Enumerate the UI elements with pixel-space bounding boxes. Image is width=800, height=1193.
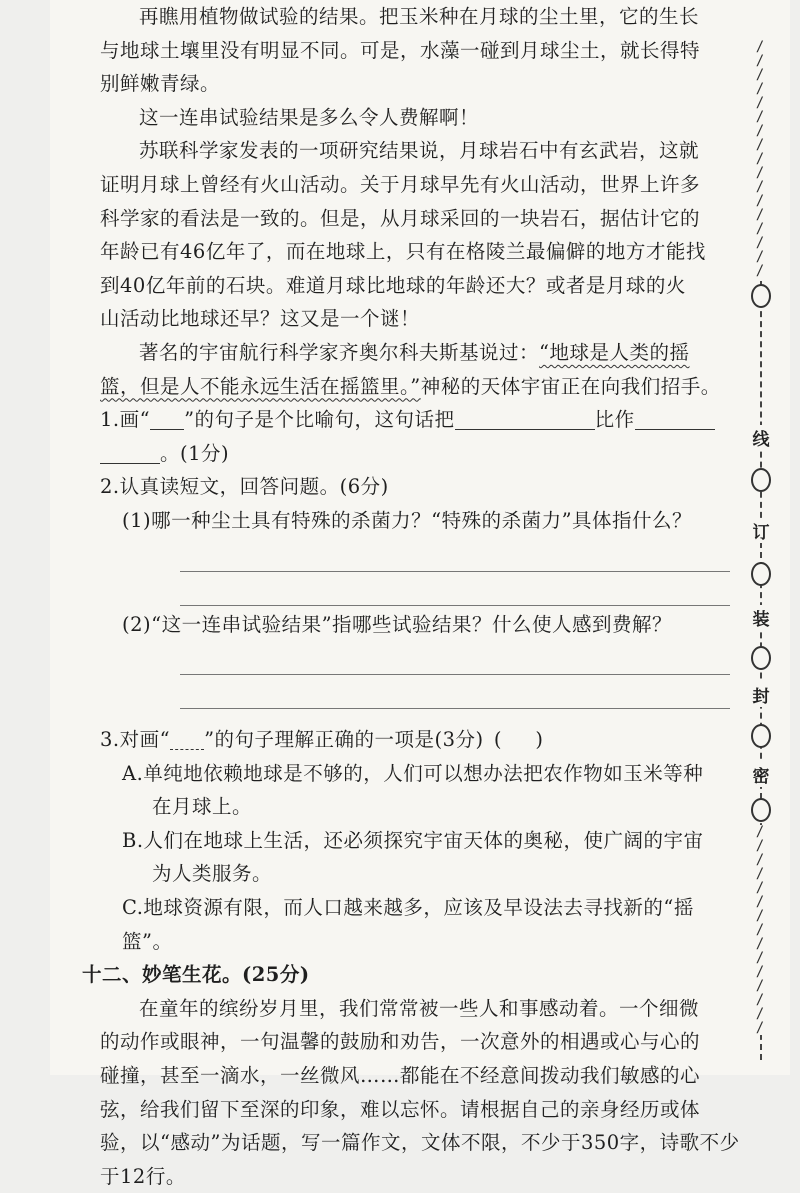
option-c[interactable]: C.地球资源有限，而人口越来越多，应该及早设法去寻找新的“摇篮”。 — [122, 896, 694, 953]
binding-label-feng: 封 — [750, 682, 772, 707]
wavy-underlined-quote: “地球是人类的摇 — [539, 340, 690, 364]
prompt-line: 的动作或眼神，一句温馨的鼓励和劝告，一次意外的相遇或心与心的 — [100, 1030, 701, 1054]
question-3: 3.对画“ ”的句子理解正确的一项是(3分) ( ) — [100, 723, 740, 757]
prompt-line: 碰撞，甚至一滴水，一丝微风……都能在不经意间拨动我们敏感的心 — [100, 1064, 701, 1088]
option-b-cont: 为人类服务。 — [152, 862, 273, 886]
binding-hole-icon — [751, 646, 771, 670]
answer-paren[interactable]: ( ) — [493, 728, 544, 752]
answer-line[interactable] — [180, 675, 730, 709]
option-a-cont: 在月球上。 — [152, 795, 253, 819]
binding-margin — [738, 40, 778, 1080]
tick-marks: / / / / / / / / / / / / / / / — [748, 825, 772, 1035]
question-2-title: 2.认真读短文，回答问题。(6分) — [100, 475, 389, 499]
prompt-line: 于12行。 — [100, 1164, 186, 1188]
passage-line: 科学家的看法是一致的。但是，从月球采回的一块岩石，据估计它的 — [100, 206, 701, 230]
option-b[interactable]: B.人们在地球上生活，还必须探究宇宙天体的奥秘，使广阔的宇宙 — [122, 828, 704, 852]
passage-line: 到40亿年前的石块。难道月球比地球的年龄还大？或者是月球的火 — [100, 273, 686, 297]
passage-line: 山活动比地球还早？这又是一个谜！ — [100, 307, 421, 331]
passage-line: 年龄已有46亿年了，而在地球上，只有在格陵兰最偏僻的地方才能找 — [100, 240, 706, 264]
binding-label-mi: 密 — [750, 762, 772, 787]
passage-line: 苏联科学家发表的一项研究结果说，月球岩石中有玄武岩，这就 — [139, 139, 700, 163]
wavy-blank — [170, 727, 204, 750]
binding-label-ding: 订 — [750, 518, 772, 543]
tick-marks: / / / / / / / / / / / / / / / / / — [748, 40, 772, 278]
binding-hole-icon — [751, 284, 771, 308]
passage-line: 别鲜嫩青绿。 — [100, 72, 221, 96]
passage-line: 再瞧用植物做试验的结果。把玉米种在月球的尘土里，它的生长 — [139, 5, 700, 28]
passage-text: 著名的宇宙航行科学家齐奥尔科夫斯基说过： — [139, 340, 540, 364]
binding-label-xian: 线 — [750, 425, 772, 450]
answer-blank[interactable] — [635, 407, 715, 430]
prompt-line: 弦，给我们留下至深的印象，难以忘怀。请根据自己的亲身经历或体 — [100, 1097, 701, 1121]
passage-line: 证明月球上曾经有火山活动。关于月球早先有火山活动，世界上许多 — [100, 172, 701, 196]
question-1-score: 。(1分) — [100, 437, 740, 471]
answer-line[interactable] — [180, 641, 730, 675]
wavy-underlined-quote: 篮，但是人不能永远生活在摇篮里。” — [100, 374, 421, 398]
answer-line[interactable] — [180, 538, 730, 572]
binding-hole-icon — [751, 798, 771, 822]
prompt-line: 在童年的缤纷岁月里，我们常常被一些人和事感动着。一个细微 — [139, 996, 700, 1020]
question-2-2: (2)“这一连串试验结果”指哪些试验结果？什么使人感到费解？ — [122, 612, 673, 636]
section-12-title: 十二、妙笔生花。(25分) — [82, 963, 310, 987]
answer-blank[interactable] — [100, 441, 160, 464]
question-1: 1.画“ ”的句子是个比喻句，这句话把 比作 — [100, 403, 740, 437]
binding-hole-icon — [751, 724, 771, 748]
passage-line: 与地球土壤里没有明显不同。可是，水藻一碰到月球尘土，就长得特 — [100, 38, 701, 62]
blank-underline[interactable] — [150, 407, 184, 430]
passage-line — [100, 370, 740, 404]
binding-label-zhuang: 装 — [750, 605, 772, 630]
content-column — [82, 0, 740, 1193]
passage-line — [100, 336, 740, 370]
prompt-line: 验，以“感动”为话题，写一篇作文，文体不限，不少于350字，诗歌不少 — [100, 1131, 740, 1155]
option-a[interactable]: A.单纯地依赖地球是不够的，人们可以想办法把农作物如玉米等种 — [122, 761, 704, 785]
passage-line: 这一连串试验结果是多么令人费解啊！ — [139, 105, 480, 129]
binding-hole-icon — [751, 468, 771, 492]
question-2-1: (1)哪一种尘土具有特殊的杀菌力？“特殊的杀菌力”具体指什么？ — [122, 508, 693, 532]
answer-blank[interactable] — [455, 407, 595, 430]
passage-text: 神秘的天体宇宙正在向我们招手。 — [420, 374, 721, 398]
answer-line[interactable] — [180, 572, 730, 606]
binding-hole-icon — [751, 562, 771, 586]
